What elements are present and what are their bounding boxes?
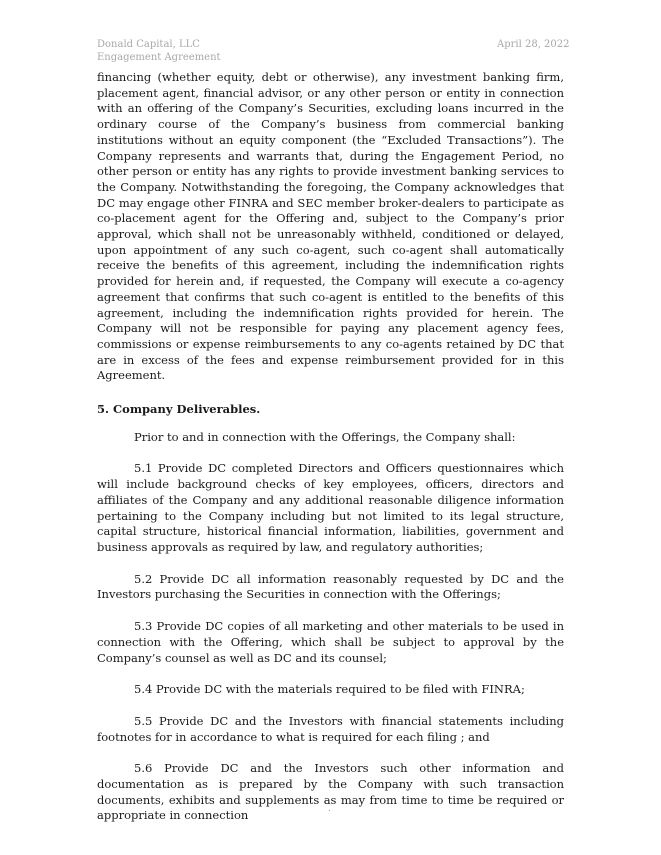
- clause-5-4: 5.4 Provide DC with the materials required to be filed with FINRA;: [134, 682, 525, 697]
- clause-5-6: 5.6 Provide DC and the Investors such other information and documentation as is prepared by the Company with such transaction documents, exhibits and supplements as may from time to time be required or appropriate in connection: [97, 761, 564, 823]
- clause-5-2: 5.2 Provide DC all information reasonably requested by DC and the Investors purchasing the Securities in connection with the Offerings;: [97, 571, 564, 602]
- document-body: [97, 70, 564, 824]
- header-company: Donald Capital, LLC: [97, 39, 200, 50]
- clause-5-5: 5.5 Provide DC and the Investors with financial statements including footnotes for in accordance to what is required for each filing ; and: [97, 713, 564, 744]
- header-date: April 28, 2022: [497, 39, 570, 50]
- continuation-paragraph: financing (whether equity, debt or otherwise), any investment banking firm, placement agent, financial advisor, or any other person or entity in connection with an offering of the Company’s Securities, excluding loans incurred in the ordinary course of the Company’s business from commercial banking institutions without an equity component (the “Excluded Transactions”). The Company represents and warrants that, during the Engagement Period, no other person or entity has any rights to provide investment banking services to the Company. Notwithstanding the foregoing, the Company acknowledges that DC may engage other FINRA and SEC member broker-dealers to participate as co-placement agent for the Offering and, subject to the Company’s prior approval, which shall not be unreasonably withheld, conditioned or delayed, upon appointment of any such co-agent, such co-agent shall automatically receive the benefits of this agreement, including the indemnification rights provided for herein and, if requested, the Company will execute a co-agency agreement that confirms that such co-agent is entitled to the benefits of this agreement, including the indemnification rights provided for herein. The Company will not be responsible for paying any placement agency fees, commissions or expense reimbursements to any co-agents retained by DC that are in excess of the fees and expense reimbursement provided for in this Agreement.: [97, 70, 564, 383]
- footer-mark: .: [328, 804, 331, 814]
- header-doc-title: Engagement Agreement: [97, 52, 221, 63]
- page-header-left: [97, 38, 221, 64]
- clause-5-3: 5.3 Provide DC copies of all marketing and other materials to be used in connection with the Offering, which shall be subject to approval by the Company’s counsel as well as DC and its counsel;: [97, 619, 564, 665]
- clause-5-1: 5.1 Provide DC completed Directors and Officers questionnaires which will include background checks of key employees, officers, directors and affiliates of the Company and any additional reasonable diligence information pertaining to the Company including but not limited to its legal structure, capital structure, historical financial information, liabilities, government and business approvals as required by law, and regulatory authorities;: [97, 461, 564, 554]
- section-heading: 5. Company Deliverables.: [97, 402, 261, 417]
- section-intro: Prior to and in connection with the Offerings, the Company shall:: [134, 429, 516, 444]
